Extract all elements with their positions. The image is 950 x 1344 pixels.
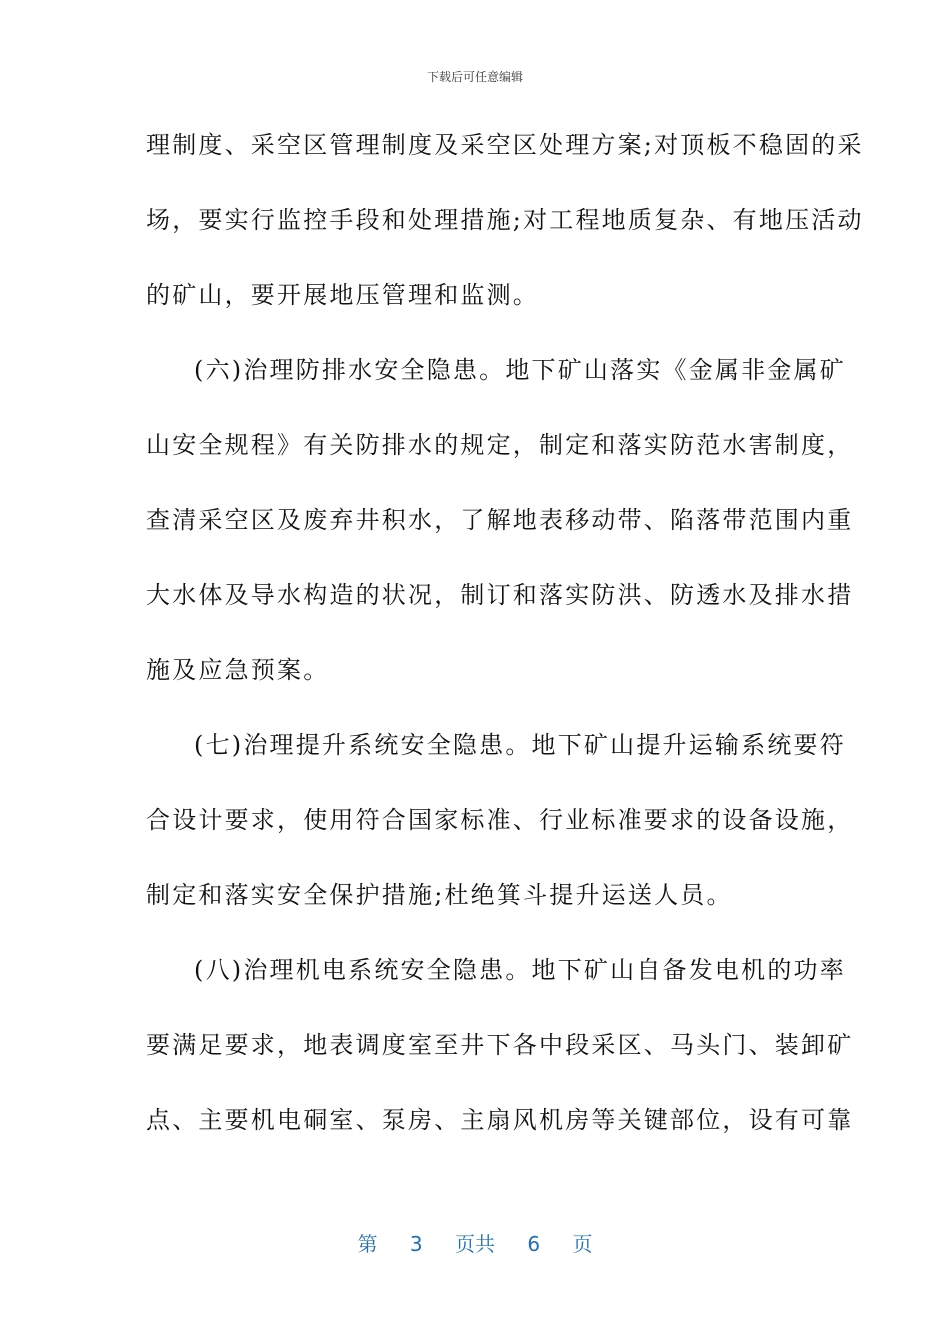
current-page-number: 3	[409, 1232, 423, 1256]
text-line: 施及应急预案。	[146, 656, 330, 684]
header-note: 下载后可任意编辑	[426, 70, 523, 84]
text-line: 理制度、采空区管理制度及采空区处理方案;对顶板不稳固的采	[146, 131, 864, 159]
text-line: 合设计要求，使用符合国家标准、行业标准要求的设备设施，	[146, 806, 854, 834]
text-line: 场，要实行监控手段和处理措施;对工程地质复杂、有地压活动	[146, 206, 864, 234]
total-pages-number: 6	[527, 1232, 541, 1256]
text-line: 山安全规程》有关防排水的规定，制定和落实防范水害制度，	[146, 431, 854, 459]
text-line: 点、主要机电硐室、泵房、主扇风机房等关键部位，设有可靠	[146, 1106, 854, 1134]
footer-suffix: 页	[572, 1232, 593, 1256]
paragraph-start-line: (六)治理防排水安全隐患。地下矿山落实《金属非金属矿	[194, 356, 846, 384]
footer-prefix: 第	[357, 1232, 378, 1256]
text-line: 查清采空区及废弃井积水，了解地表移动带、陷落带范围内重	[146, 506, 854, 534]
page-footer	[0, 1228, 950, 1257]
paragraph-start-line: (七)治理提升系统安全隐患。地下矿山提升运输系统要符	[194, 731, 846, 759]
text-line: 要满足要求，地表调度室至井下各中段采区、马头门、装卸矿	[146, 1031, 854, 1059]
text-line: 大水体及导水构造的状况，制订和落实防洪、防透水及排水措	[146, 581, 854, 609]
text-line: 制定和落实安全保护措施;杜绝箕斗提升运送人员。	[146, 881, 733, 909]
paragraph-start-line: (八)治理机电系统安全隐患。地下矿山自备发电机的功率	[194, 956, 846, 984]
text-line: 的矿山，要开展地压管理和监测。	[146, 281, 539, 309]
footer-middle: 页共	[455, 1232, 495, 1256]
